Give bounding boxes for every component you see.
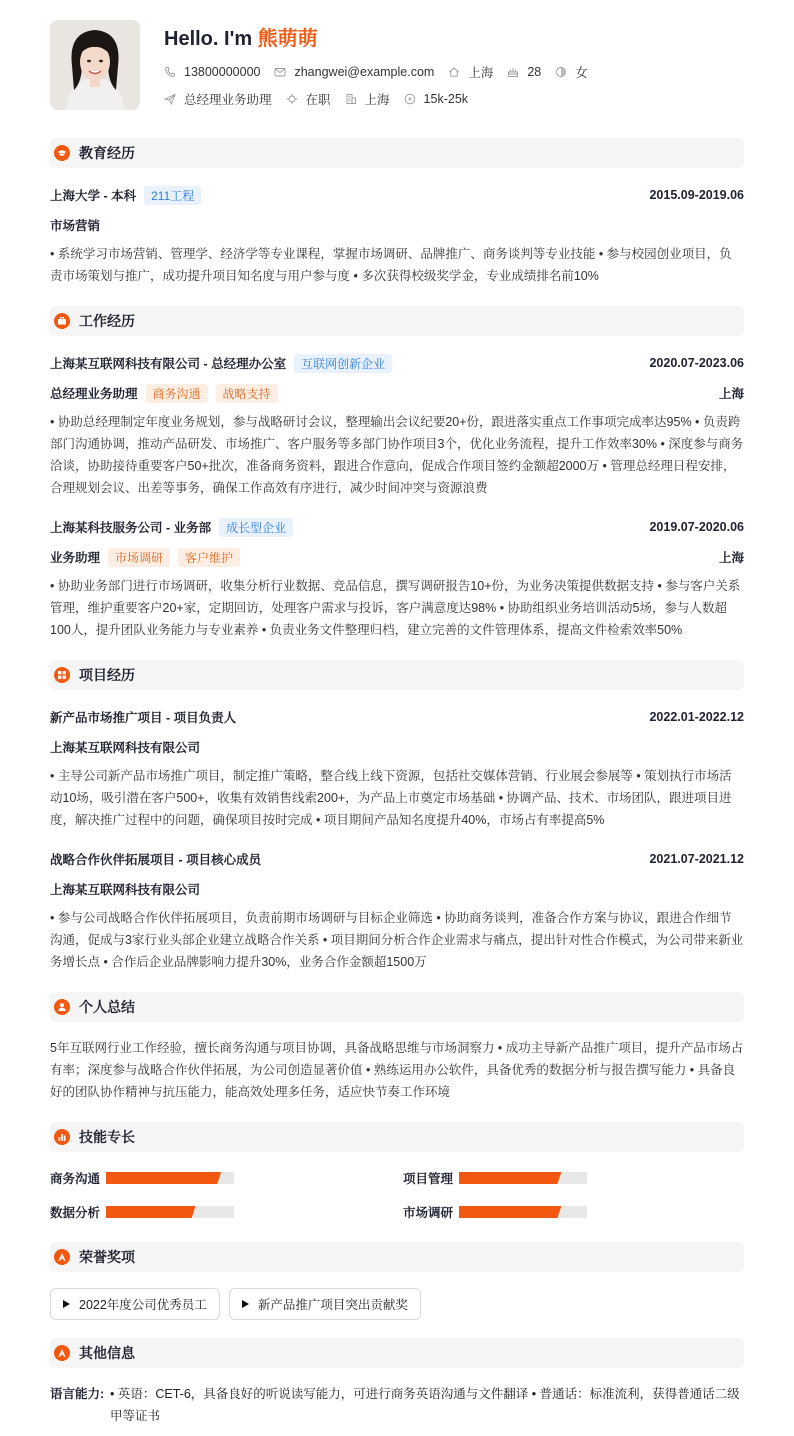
- status-icon: [286, 93, 298, 105]
- work-entry-2: [50, 517, 744, 641]
- skill-bar-fill: [459, 1206, 561, 1218]
- age-text: 28: [527, 65, 542, 79]
- company-name: 上海某科技服务公司 - 业务部: [50, 520, 212, 535]
- project-name-row: [50, 707, 744, 727]
- age-item: [507, 65, 541, 79]
- candidate-name: 熊萌萌: [257, 28, 318, 50]
- school-tag: 211工程: [144, 186, 201, 205]
- project-company: 上海某互联网科技有限公司: [50, 741, 201, 755]
- target-city-item: [345, 90, 390, 108]
- location-text: 上海: [468, 66, 494, 80]
- education-date: 2015.09-2019.06: [649, 188, 744, 202]
- other-section-header: [50, 1338, 744, 1368]
- greeting-text: Hello. I'm: [164, 28, 253, 50]
- home-icon: [448, 66, 460, 78]
- company-line: [50, 518, 293, 537]
- phone-number: 13800000000: [184, 65, 261, 79]
- work-title: 工作经历: [79, 313, 135, 329]
- award-item: [50, 1288, 220, 1320]
- company-name: 上海某互联网科技有限公司 - 总经理办公室: [50, 356, 287, 371]
- education-row: [50, 185, 744, 205]
- status-text: 在职: [305, 93, 331, 107]
- project-description: • 主导公司新产品市场推广项目，制定推广策略，整合线上线下资源，包括社交媒体营销、行业展会参展等 • 策划执行市场活动10场，吸引潜在客户500+，收集有效销售线索200+，为产品上市奠定市场基础 • 协调产品、技术、市场团队，跟进项目进度，解决推广过程中的问题，确保项目按时完成 • 项目期间产品知名度提升40%，市场占有率提高5%: [50, 769, 732, 827]
- job-intent-row: [164, 90, 482, 108]
- location-item: [448, 63, 493, 81]
- send-icon: [164, 93, 176, 105]
- resume-header: [50, 20, 744, 120]
- work-company-row: [50, 353, 744, 373]
- position-text: 总经理业务助理: [184, 93, 272, 107]
- greeting-title: [164, 22, 318, 51]
- summary-section-header: [50, 992, 744, 1022]
- education-description: • 系统学习市场营销、管理学、经济学等专业课程，掌握市场调研、品牌推广、商务谈判等专业技能 • 参与校园创业项目，负责市场策划与推广，成功提升项目知名度与用户参与度 • 多次获得校级奖学金，专业成绩排名前10%: [50, 247, 732, 283]
- cake-icon: [507, 66, 519, 78]
- skill-bar: [459, 1172, 587, 1184]
- skill-name: 商务沟通: [50, 1172, 101, 1186]
- phone-icon: [164, 66, 176, 78]
- role-tag: 战略支持: [216, 384, 278, 403]
- role-name: 业务助理: [50, 550, 101, 565]
- project-date: 2022.01-2022.12: [649, 710, 744, 724]
- project-description: • 参与公司战略合作伙伴拓展项目，负责前期市场调研与目标企业筛选 • 协助商务谈判，准备合作方案与协议，跟进合作细节沟通，促成与3家行业头部企业建立战略合作关系 • 项目期间分析合作企业需求与痛点，提出针对性合作模式，为公司带来新业务增长点 • 合作后企业品牌影响力提升30%，业务合作金额超1500万: [50, 911, 744, 969]
- company-tag: 成长型企业: [219, 518, 293, 537]
- graduation-cap-icon: [54, 145, 70, 161]
- project-section-header: [50, 660, 744, 690]
- play-icon: [63, 1300, 70, 1308]
- target-city-text: 上海: [364, 93, 390, 107]
- gender-icon: [555, 66, 567, 78]
- award-label: 新产品推广项目突出贡献奖: [257, 1298, 408, 1312]
- award-label: 2022年度公司优秀员工: [79, 1298, 207, 1312]
- phone-item: [164, 65, 260, 79]
- project-date: 2021.07-2021.12: [649, 852, 744, 866]
- contact-row: [164, 63, 602, 81]
- skills-grid: [50, 1168, 744, 1222]
- awards-list: [50, 1288, 744, 1320]
- project-entry-1: [50, 707, 744, 831]
- avatar: [50, 20, 140, 110]
- education-entry: [50, 185, 744, 287]
- skill-bar-fill: [459, 1172, 561, 1184]
- work-city: 上海: [718, 551, 744, 565]
- project-name: 新产品市场推广项目 - 项目负责人: [50, 711, 237, 725]
- bar-chart-icon: [54, 1129, 70, 1145]
- role-line: [50, 548, 240, 567]
- email-address: zhangwei@example.com: [294, 65, 435, 79]
- work-role-row: [50, 383, 744, 403]
- building-icon: [345, 93, 357, 105]
- work-section-header: [50, 306, 744, 336]
- project-title: 项目经历: [79, 667, 135, 683]
- language-text: • 英语：CET-6，具备良好的听说读写能力，可进行商务英语沟通与文件翻译 • 普通话：标准流利，获得普通话二级甲等证书: [110, 1387, 740, 1423]
- position-item: [164, 90, 272, 108]
- project-entry-2: [50, 849, 744, 973]
- work-city: 上海: [718, 387, 744, 401]
- project-company-row: [50, 879, 744, 899]
- skills-section-header: [50, 1122, 744, 1152]
- education-section-header: [50, 138, 744, 168]
- work-description: • 协助总经理制定年度业务规划，参与战略研讨会议，整理输出会议纪要20+份，跟进落实重点工作事项完成率达95% • 负责跨部门沟通协调，推动产品研发、市场推广、客户服务等多部门协作项目3个，优化业务流程，提升工作效率30% • 深度参与商务洽谈，协助接待重要客户50+批次，准备商务资料，跟进合作意向，促成合作项目签约金额超2000万 • 管理总经理日程安排，合理规划会议、出差等事务，确保工作高效有序进行，减少时间冲突与资源浪费: [50, 415, 744, 495]
- work-date: 2019.07-2020.06: [649, 520, 744, 534]
- skill-name: 数据分析: [50, 1206, 101, 1220]
- project-name: 战略合作伙伴拓展项目 - 项目核心成员: [50, 853, 262, 867]
- school-name: 上海大学 - 本科: [50, 188, 137, 203]
- school-line: [50, 186, 201, 205]
- skill-item: [50, 1202, 403, 1222]
- role-tag: 商务沟通: [146, 384, 208, 403]
- work-description: • 协助业务部门进行市场调研，收集分析行业数据、竞品信息，撰写调研报告10+份，为业务决策提供数据支持 • 参与客户关系管理，维护重要客户20+家，定期回访，处理客户需求与投诉，客户满意度达98% • 协助组织业务培训活动5场，参与人数超100人，提升团队业务能力与专业素养 • 负责业务文件整理归档，建立完善的文件管理体系，提高文件检索效率50%: [50, 579, 741, 637]
- major-row: [50, 215, 744, 235]
- work-role-row: [50, 547, 744, 567]
- skill-item: [403, 1168, 744, 1188]
- role-tag: 客户维护: [178, 548, 240, 567]
- user-icon: [54, 999, 70, 1015]
- award-item: [229, 1288, 421, 1320]
- language-label: 语言能力:: [50, 1387, 105, 1401]
- briefcase-icon: [54, 313, 70, 329]
- skills-title: 技能专长: [79, 1129, 135, 1145]
- role-tag: 市场调研: [108, 548, 170, 567]
- skill-bar-fill: [106, 1172, 221, 1184]
- skill-name: 市场调研: [403, 1206, 454, 1220]
- skill-item: [403, 1202, 744, 1222]
- major-name: 市场营销: [50, 219, 101, 233]
- play-icon: [242, 1300, 249, 1308]
- skill-bar: [106, 1172, 234, 1184]
- role-line: [50, 384, 278, 403]
- awards-title: 荣誉奖项: [79, 1249, 135, 1265]
- other-title: 其他信息: [79, 1345, 135, 1361]
- grid-icon: [54, 667, 70, 683]
- work-date: 2020.07-2023.06: [649, 356, 744, 370]
- work-entry-1: [50, 353, 744, 499]
- email-icon: [274, 66, 286, 78]
- summary-title: 个人总结: [79, 999, 135, 1015]
- skill-name: 项目管理: [403, 1172, 454, 1186]
- salary-item: [404, 92, 468, 106]
- company-tag: 互联网创新企业: [294, 354, 392, 373]
- awards-section-header: [50, 1242, 744, 1272]
- company-line: [50, 354, 392, 373]
- gender-item: [555, 63, 588, 81]
- award-icon: [54, 1249, 70, 1265]
- project-company-row: [50, 737, 744, 757]
- salary-icon: [404, 93, 416, 105]
- email-item: [274, 65, 434, 79]
- skill-bar-fill: [106, 1206, 196, 1218]
- project-name-row: [50, 849, 744, 869]
- education-title: 教育经历: [79, 145, 135, 161]
- work-company-row: [50, 517, 744, 537]
- project-company: 上海某互联网科技有限公司: [50, 883, 201, 897]
- language-row: [50, 1383, 744, 1427]
- skill-bar: [106, 1206, 234, 1218]
- summary-text: 5年互联网行业工作经验，擅长商务沟通与项目协调，具备战略思维与市场洞察力 • 成功主导新产品推广项目，提升产品市场占有率；深度参与战略合作伙伴拓展，为公司创造显著价值 • 熟练运用办公软件，具备优秀的数据分析与报告撰写能力 • 具备良好的团队协作精神与抗压能力，能高效处理多任务，适应快节奏工作环境: [50, 1041, 744, 1099]
- skill-bar: [459, 1206, 587, 1218]
- role-name: 总经理业务助理: [50, 386, 138, 401]
- salary-text: 15k-25k: [423, 92, 469, 106]
- gender-text: 女: [575, 66, 588, 80]
- resume-page: [50, 20, 744, 1423]
- status-item: [286, 90, 331, 108]
- skill-item: [50, 1168, 403, 1188]
- info-icon: [54, 1345, 70, 1361]
